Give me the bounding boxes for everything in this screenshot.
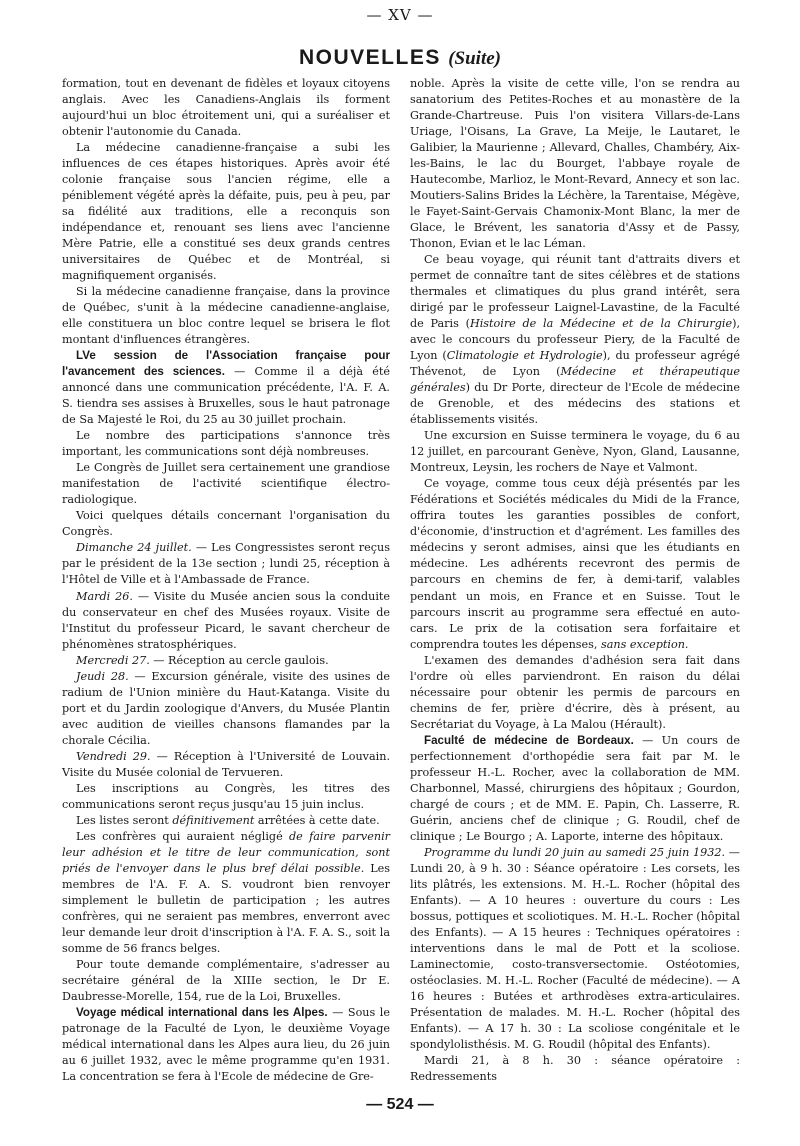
voyage-heading: Voyage médical international dans les Alpes. <box>76 1005 328 1019</box>
program-day: Vendredi 29. — Réception à l'Université de Louvain. Visite du Musée colonial de Tervueren. <box>62 749 390 779</box>
paragraph: Pour toute demande complémentaire, s'adresser au secrétaire général de la XIIIe section, le Dr E. Daubresse-Morelle, 154, rue de la Loi, Bruxelles. <box>62 957 390 1003</box>
paragraph: Les inscriptions au Congrès, les titres des communications seront reçus jusqu'au 15 juin inclus. <box>62 781 390 811</box>
roman-page-numeral: — XV — <box>366 6 434 24</box>
section-title-suffix: (Suite) <box>448 48 501 69</box>
paragraph: Le Congrès de Juillet sera certainement une grandiose manifestation de l'activité scientifique électro-radiologique. <box>62 461 390 507</box>
paragraph: Une excursion en Suisse terminera le voyage, du 6 au 12 juillet, en parcourant Genève, Nyon, Gland, Lausanne, Montreux, Leysin, les rochers de Naye et Valmont. <box>410 429 740 475</box>
page-number: — 524 — <box>366 1096 434 1113</box>
section-title: NOUVELLES <box>299 46 441 69</box>
voyage-paragraph: Voyage médical international dans les Alpes. — Sous le patronage de la Faculté de Lyon, le deuxième Voyage médical international dans les Alpes aura lieu, du 26 juin au 6 juillet 1932, avec le même programme qu'en 1931. La concentration se fera à l'Ecole de médecine de Gre- <box>62 1005 390 1083</box>
afas-heading: LVe session de l'Association française pour l'avancement des sciences. <box>62 349 390 379</box>
paragraph: Ce voyage, comme tous ceux déjà présentés par les Fédérations et Sociétés médicales du Midi de la France, offrira toutes les garanties possibles de confort, d'économie, d'instruction et d'agrément. Les familles des médecins y seront admises, ainsi que les étudiants en médecine. Les adhérents recevront des permis de parcours en chemins de fer, à demi-tarif, valables pendant un mois, en France et en Suisse. Tout le parcours inscrit au programme sera effectué en auto-cars. Le prix de la cotisation sera forfaitaire et comprendra toutes les dépenses, sans exception. <box>410 477 740 651</box>
bordeaux-paragraph: Faculté de médecine de Bordeaux. — Un cours de perfectionnement d'orthopédie sera fait par M. le professeur H.-L. Rocher, avec la collaboration de MM. Charbonnel, Massé, chirurgiens des hôpitaux ; Gourdon, chargé de cours ; et de MM. E. Papin, Ch. Lasserre, R. Guérin, anciens chef de clinique ; G. Roudil, chef de clinique ; Le Bourgo ; A. Laporte, interne des hôpitaux. <box>410 733 740 843</box>
right-column <box>410 76 740 1085</box>
paragraph: Si la médecine canadienne française, dans la province de Québec, s'unit à la médecine canadienne-anglaise, elle constituera un bloc contre lequel se brisera le flot montant d'influences étrangères. <box>62 285 390 347</box>
paragraph: L'examen des demandes d'adhésion sera fait dans l'ordre où elles parviendront. En raison du délai nécessaire pour obtenir les permis de parcours en chemins de fer, prière d'écrire, dès à présent, au Secrétariat du Voyage, à La Malou (Hérault). <box>410 653 740 731</box>
bordeaux-heading: Faculté de médecine de Bordeaux. <box>424 733 634 747</box>
paragraph: noble. Après la visite de cette ville, l'on se rendra au sanatorium des Petites-Roches et au monastère de la Grande-Chartreuse. Puis l'on visitera Villars-de-Lans Uriage, l'Oisans, La Grave, La Meije, le Lautaret, le Galibier, la Maurienne ; Allevard, Challes, Chambéry, Aix-les-Bains, le lac du Bourget, l'abbaye royale de Hautecombe, Marlioz, le Mont-Revard, Annecy et son lac. Moutiers-Salins Brides la Léchère, la Tarentaise, Mégève, le Fayet-Saint-Gervais Chamonix-Mont Blanc, la mer de Glace, le Brévent, les sanatoria d'Assy et de Passy, Thonon, Evian et le lac Léman. <box>410 77 740 251</box>
paragraph: Le nombre des participations s'annonce très important, les communications sont déjà nombreuses. <box>62 429 390 459</box>
page-title <box>0 46 800 70</box>
afas-paragraph: LVe session de l'Association française pour l'avancement des sciences. — Comme il a déjà été annoncé dans une communication précédente, l'A. F. A. S. tiendra ses assises à Bruxelles, sous le haut patronage de Sa Majesté le Roi, du 25 au 30 juillet prochain. <box>62 349 390 427</box>
paragraph: Mardi 21, à 8 h. 30 : séance opératoire : Redressements <box>410 1053 740 1083</box>
paragraph: formation, tout en devenant de fidèles et loyaux citoyens anglais. Avec les Canadiens-Anglais ils forment aujourd'hui un bloc étroitement uni, qui a suréaliser et obtenir l'autonomie du Canada. <box>62 77 390 139</box>
left-column <box>62 76 390 1085</box>
program-day: Mardi 26. — Visite du Musée ancien sous la conduite du conservateur en chef des Musées royaux. Visite de l'Institut du professeur Picard, le savant chercheur de phénomènes stratosphériques. <box>62 589 391 651</box>
paragraph: Les listes seront définitivement arrêtées à cette date. <box>76 813 380 827</box>
program-day: Dimanche 24 juillet. — Les Congressistes seront reçus par le président de la 13e section ; lundi 25, réception à l'Hôtel de Ville et à l'Ambassade de France. <box>62 541 390 587</box>
program-day: Jeudi 28. — Excursion générale, visite des usines de radium de l'Union minière du Haut-Katanga. Visite du port et du Jardin zoologique d'Anvers, du Musée Plantin avec audition de vieilles chansons flamandes par la chorale Cécilia. <box>62 669 391 747</box>
paragraph: Les confrères qui auraient négligé de faire parvenir leur adhésion et le titre de leur communication, sont priés de l'envoyer dans le plus bref délai possible. Les membres de l'A. F. A. S. voudront bien renvoyer simplement le bulletin de participation ; les autres confrères, qui ne seraient pas membres, enverront avec leur demande leur droit d'inscription à l'A. F. A. S., soit la somme de 56 francs belges. <box>62 829 390 955</box>
paragraph: Voici quelques détails concernant l'organisation du Congrès. <box>62 509 390 539</box>
paragraph: La médecine canadienne-française a subi les influences de ces étapes historiques. Après avoir été colonie française sous l'ancien régime, elle a péniblement végété après la défaite, puis, peu à peu, par sa fidélité aux traditions, elle a reconquis son indépendance et, renouant ses liens avec l'ancienne Mère Patrie, elle a constitué ses deux grands centres universitaires de Québec et de Montréal, si magnifiquement organisés. <box>62 141 390 283</box>
paragraph: Ce beau voyage, qui réunit tant d'attraits divers et permet de connaître tant de sites célèbres et de stations thermales et climatiques du plus grand intérêt, sera dirigé par le professeur Laignel-Lavastine, de la Faculté de Paris (Histoire de la Médecine et de la Chirurgie), avec le concours du professeur Piery, de la Faculté de Lyon (Climatologie et Hydrologie), du professeur agrégé Thévenot, de Lyon (Médecine et thérapeutique générales) du Dr Porte, directeur de l'Ecole de médecine de Grenoble, et des médecins des stations et établissements visités. <box>410 253 741 427</box>
program-day: Mercredi 27. — Réception au cercle gaulois. <box>76 653 329 667</box>
program-paragraph: Programme du lundi 20 juin au samedi 25 juin 1932. — Lundi 20, à 9 h. 30 : Séance opératoire : Les corsets, les lits plâtrés, les extensions. M. H.-L. Rocher (hôpital des Enfants). — A 10 heures : ouverture du cours : Les bossus, pottiques et scoliotiques. M. H.-L. Rocher (hôpital des Enfants). — A 15 heures : Techniques opératoires : interventions dans le mal de Pott et la scoliose. Laminectomie, costo-transversectomie. Ostéotomies, ostéoclasies. M. H.-L. Rocher (Faculté de médecine). — A 16 heures : Butées et arthrodèses extra-articulaires. Présentation de malades. M. H.-L. Rocher (hôpital des Enfants). — A 17 h. 30 : La scoliose congénitale et le spondylolisthésis. M. G. Roudil (hôpital des Enfants). <box>410 845 740 1051</box>
